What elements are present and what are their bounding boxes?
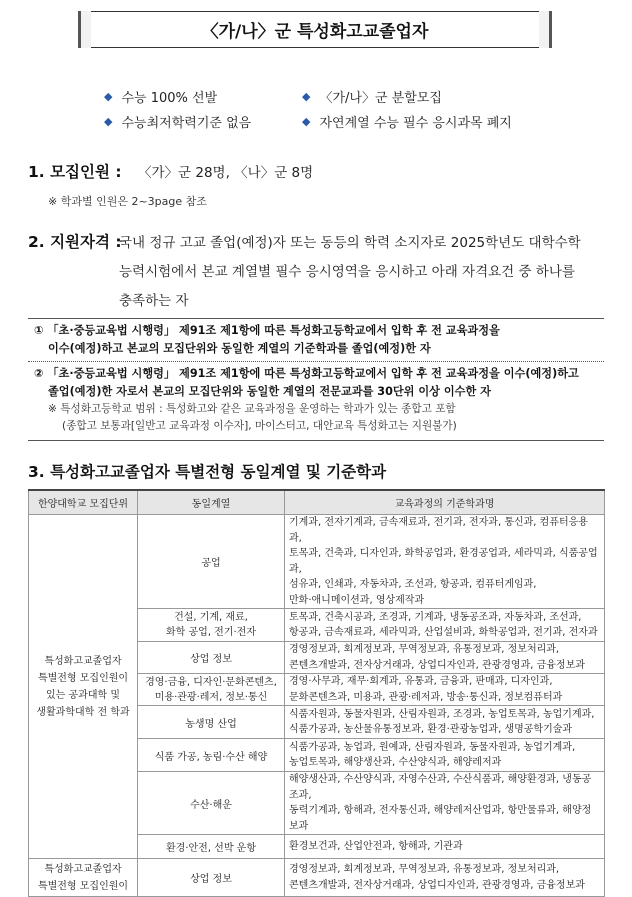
dept-line: 문화콘텐츠과, 미용과, 관광·레저과, 방송·통신과, 정보컴퓨터과 (289, 691, 563, 703)
section2-line: 충족하는 자 (119, 293, 189, 309)
dept-line: 항공과, 금속재료과, 세라믹과, 산업설비과, 화학공업과, 전기과, 전자과 (289, 627, 598, 638)
unit-line: 특성화고교졸업자 (44, 863, 122, 875)
dept-cell (285, 835, 605, 859)
dept-line: 환경보건과, 산업안전과, 항해과, 기관과 (289, 840, 463, 852)
column-header: 동일계열 (138, 490, 285, 515)
series-line: 농생명 산업 (185, 718, 237, 730)
criteria-note: ※ 특성화고등학교 범위 : 특성화고와 같은 교육과정을 운영하는 학과가 있는 종합고 포함 (48, 403, 456, 415)
series-cell (138, 835, 285, 859)
dept-cell (285, 674, 605, 706)
table-header-row (29, 490, 605, 515)
series-cell (138, 642, 285, 674)
highlight-text: 수능최저학력기준 없음 (121, 116, 252, 131)
highlight-text: 〈가/나〉군 분할모집 (319, 91, 442, 106)
dept-line: 토목과, 건축과, 디자인과, 화학공업과, 환경공업과, 세라믹과, 식품공업과, (289, 548, 598, 575)
unit-line: 특별전형 모집인원이 (37, 880, 129, 892)
series-line: 건설, 기계, 재료, (174, 612, 248, 623)
series-line: 화학 공업, 전기·전자 (166, 627, 256, 638)
series-line: 경영·금융, 디자인·문화콘텐츠, (145, 676, 277, 688)
unit-line: 생활과학대학 전 학과 (36, 706, 130, 718)
diamond-icon: ◆ (104, 90, 113, 103)
diamond-icon: ◆ (104, 115, 113, 128)
series-cell (138, 674, 285, 706)
section1-heading: 1. 모집인원 : (28, 163, 122, 181)
highlight-item (302, 112, 512, 131)
unit-line: 있는 공과대학 및 (46, 689, 120, 701)
highlight-text: 수능 100% 선발 (121, 91, 218, 106)
dept-line: 기계과, 전자기계과, 금속재료과, 전기과, 전자과, 통신과, 컴퓨터응용과, (289, 517, 588, 544)
dept-line: 식품가공과, 농산물유통정보과, 환경·관광농업과, 생명공학기술과 (289, 724, 573, 735)
dept-line: 만화·애니메이션과, 영상제작과 (289, 594, 425, 606)
series-line: 공업 (201, 558, 221, 569)
dept-line: 해양생산과, 수산양식과, 자영수산과, 수산식품과, 해양환경과, 냉동공조과, (289, 774, 592, 801)
section3-heading: 3. 특성화고교졸업자 특별전형 동일계열 및 기준학과 (28, 463, 387, 481)
dept-line: 식품자원과, 동물자원과, 산림자원과, 조경과, 농업토목과, 농업기계과, (289, 708, 595, 720)
dept-line: 식품가공과, 농업과, 원예과, 산림자원과, 동물자원과, 농업기계과, (289, 741, 576, 753)
series-cell (138, 739, 285, 772)
dept-cell (285, 772, 605, 835)
highlight-item (104, 112, 251, 131)
unit-line: 특성화고교졸업자 (44, 655, 122, 667)
criteria-line: ② 「초·중등교육법 시행령」 제91조 제1항에 따른 특성화고등학교에서 입학 후 전 교육과정을 이수(예정)하고 (34, 367, 579, 380)
page-title (78, 11, 552, 48)
criteria-line: ① 「초·중등교육법 시행령」 제91조 제1항에 따른 특성화고등학교에서 입학 후 전 교육과정을 (34, 324, 500, 337)
section1-body: 〈가〉군 28명, 〈나〉군 8명 (138, 165, 314, 181)
title-text: 〈가/나〉군 특성화고교졸업자 (201, 22, 429, 42)
section2-line: 능력시험에서 본교 계열별 필수 응시영역을 응시하고 아래 자격요건 중 하나를 (119, 264, 575, 280)
dept-cell (285, 609, 605, 642)
recruit-unit-cell (29, 515, 138, 859)
section2-line: 국내 정규 고교 졸업(예정)자 또는 동등의 학력 소지자로 2025학년도 대학수학 (119, 235, 581, 251)
dept-cell (285, 739, 605, 772)
dept-cell (285, 706, 605, 739)
series-cell (138, 772, 285, 835)
dept-cell (285, 642, 605, 674)
diamond-icon: ◆ (302, 90, 311, 103)
series-line: 식품 가공, 농림·수산 해양 (154, 751, 268, 763)
series-line: 상업 정보 (190, 874, 232, 885)
dept-line: 경영정보과, 회계정보과, 무역정보과, 유통정보과, 정보처리과, (289, 864, 560, 875)
dept-line: 경영정보과, 회계정보과, 무역정보과, 유통정보과, 정보처리과, (289, 644, 560, 655)
criteria-divider (28, 361, 604, 362)
dept-line: 섬유과, 인쇄과, 자동차과, 조선과, 항공과, 컴퓨터게임과, (289, 579, 537, 590)
dept-line: 농업토목과, 해양생산과, 수산양식과, 해양레저과 (289, 757, 502, 768)
series-cell (138, 515, 285, 609)
column-header: 교육과정의 기준학과명 (285, 490, 605, 515)
dept-line: 토목과, 건축시공과, 조경과, 기계과, 냉동공조과, 자동차과, 조선과, (289, 611, 582, 623)
dept-line: 동력기계과, 항해과, 전자통신과, 해양레저산업과, 항만물류과, 해양정보과 (289, 805, 592, 832)
section1-note: ※ 학과별 인원은 2~3page 참조 (48, 195, 207, 208)
dept-line: 콘텐츠개발과, 전자상거래과, 상업디자인과, 관광경영과, 금융정보과 (289, 659, 585, 671)
criteria-table (28, 489, 605, 897)
dept-cell (285, 515, 605, 609)
criteria-line: 졸업(예정)한 자로서 본교의 모집단위와 동일한 계열의 전문교과를 30단위 이상 이수한 자 (48, 385, 491, 398)
dept-line: 콘텐츠개발과, 전자상거래과, 상업디자인과, 관광경영과, 금융정보과 (289, 879, 585, 891)
highlight-item (302, 87, 442, 106)
criteria-line: 이수(예정)하고 본교의 모집단위와 동일한 계열의 기준학과를 졸업(예정)한 자 (48, 342, 431, 355)
table-row (29, 515, 605, 609)
series-cell (138, 706, 285, 739)
diamond-icon: ◆ (302, 115, 311, 128)
series-line: 수산·해운 (190, 799, 232, 811)
dept-cell (285, 859, 605, 897)
dept-line: 경영·사무과, 재무·회계과, 유통과, 금융과, 판매과, 디자인과, (289, 676, 553, 687)
series-line: 미용·관광·레저, 정보·통신 (154, 691, 268, 703)
series-line: 상업 정보 (190, 654, 232, 665)
series-line: 환경·안전, 선박 운항 (166, 843, 256, 854)
criteria-note: (종합고 보통과[일반고 교육과정 이수자], 마이스터고, 대안교육 특성화고는 지원불가) (62, 420, 457, 432)
highlight-text: 자연계열 수능 필수 응시과목 폐지 (319, 116, 512, 131)
series-cell (138, 609, 285, 642)
criteria-top-rule (28, 318, 604, 319)
column-header: 한양대학교 모집단위 (29, 490, 138, 515)
recruit-unit-cell (29, 859, 138, 897)
highlight-item (104, 87, 217, 106)
section2-heading: 2. 지원자격 : (28, 233, 122, 251)
table-row (29, 859, 605, 897)
unit-line: 특별전형 모집인원이 (37, 672, 129, 684)
series-cell (138, 859, 285, 897)
criteria-bottom-rule (28, 440, 604, 441)
